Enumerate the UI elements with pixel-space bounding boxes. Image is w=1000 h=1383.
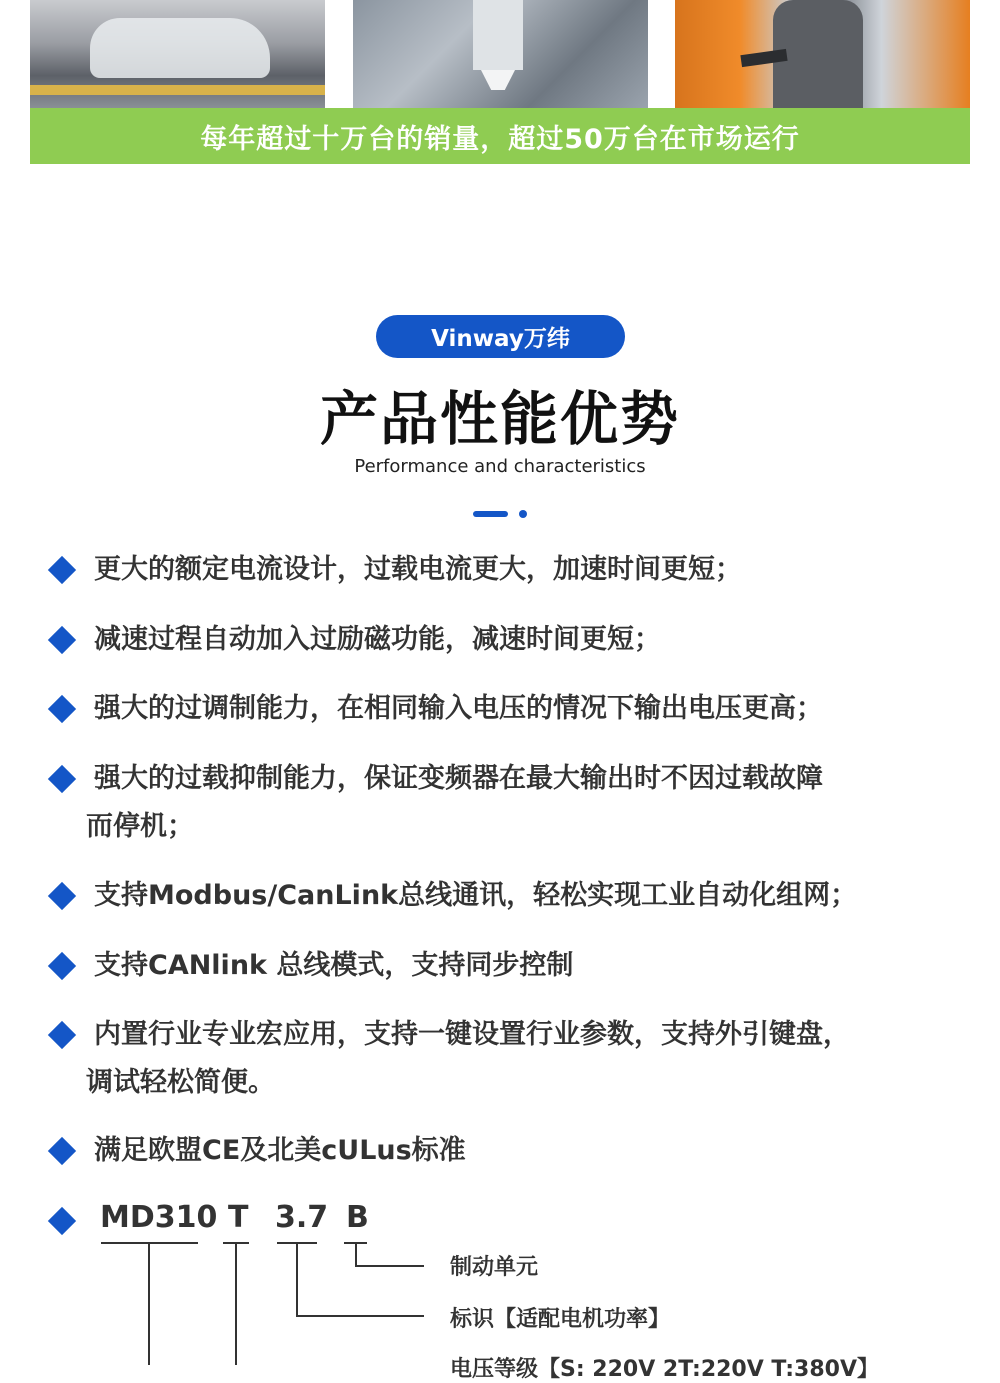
feature-text: 满足欧盟CE及北美cULus标准 bbox=[94, 1135, 466, 1166]
feature-item bbox=[50, 942, 950, 990]
machine-tool-photo bbox=[353, 0, 648, 108]
feature-item bbox=[50, 685, 950, 733]
feature-text: 强大的过调制能力，在相同输入电压的情况下输出电压更高； bbox=[94, 693, 823, 724]
page-title: 产品性能优势 bbox=[319, 385, 680, 453]
connector-power-vertical bbox=[296, 1243, 298, 1317]
tool-body-shape bbox=[473, 0, 523, 70]
feature-text: 内置行业专业宏应用，支持一键设置行业参数，支持外引键盘， bbox=[94, 1019, 850, 1050]
feature-text: 支持CANlink 总线模式，支持同步控制 bbox=[94, 950, 574, 981]
model-code-series: MD310 bbox=[100, 1200, 218, 1235]
sales-banner-text: 每年超过十万台的销量，超过50万台在市场运行 bbox=[200, 123, 800, 155]
tool-tip-shape bbox=[481, 70, 515, 90]
photo-strip bbox=[30, 0, 970, 108]
label-voltage-class: 电压等级【S: 220V 2T:220V T:380V】 bbox=[450, 1357, 879, 1382]
feature-item bbox=[50, 616, 950, 664]
brand-pill: Vinway万纬 bbox=[376, 315, 625, 358]
conveyor-rail-shape bbox=[30, 85, 325, 95]
title-divider-dot bbox=[519, 510, 527, 518]
label-motor-power: 标识【适配电机功率】 bbox=[450, 1307, 671, 1332]
connector-series-vertical bbox=[148, 1243, 150, 1365]
model-code-voltage: T bbox=[228, 1200, 249, 1235]
model-code-brake: B bbox=[346, 1200, 369, 1235]
feature-item bbox=[50, 872, 950, 920]
feature-item bbox=[50, 755, 950, 851]
feature-text-continued: 调试轻松简便。 bbox=[86, 1067, 275, 1098]
connector-voltage-vertical bbox=[235, 1243, 237, 1365]
sales-banner bbox=[30, 108, 970, 164]
car-assembly-photo bbox=[30, 0, 325, 108]
feature-text: 减速过程自动加入过励磁功能，减速时间更短； bbox=[94, 624, 661, 655]
page-subtitle: Performance and characteristics bbox=[354, 456, 646, 477]
label-brake-unit: 制动单元 bbox=[450, 1255, 539, 1280]
title-divider-line bbox=[473, 511, 508, 517]
feature-text: 支持Modbus/CanLink总线通讯，轻松实现工业自动化组网； bbox=[94, 880, 858, 911]
feature-item bbox=[50, 1011, 950, 1107]
feature-item bbox=[50, 546, 950, 594]
feature-text-continued: 而停机； bbox=[86, 811, 194, 842]
factory-worker-photo bbox=[675, 0, 970, 108]
feature-text: 强大的过载抑制能力，保证变频器在最大输出时不因过载故障 bbox=[94, 763, 823, 794]
car-body-shape bbox=[90, 18, 270, 78]
feature-item bbox=[50, 1127, 950, 1175]
feature-text: 更大的额定电流设计，过载电流更大，加速时间更短； bbox=[94, 554, 742, 585]
model-code-power: 3.7 bbox=[275, 1200, 329, 1235]
diamond-bullet-icon bbox=[48, 1207, 76, 1235]
connector-brake-vertical bbox=[355, 1243, 357, 1267]
connector-power-horizontal bbox=[296, 1315, 424, 1317]
connector-brake-horizontal bbox=[355, 1265, 424, 1267]
